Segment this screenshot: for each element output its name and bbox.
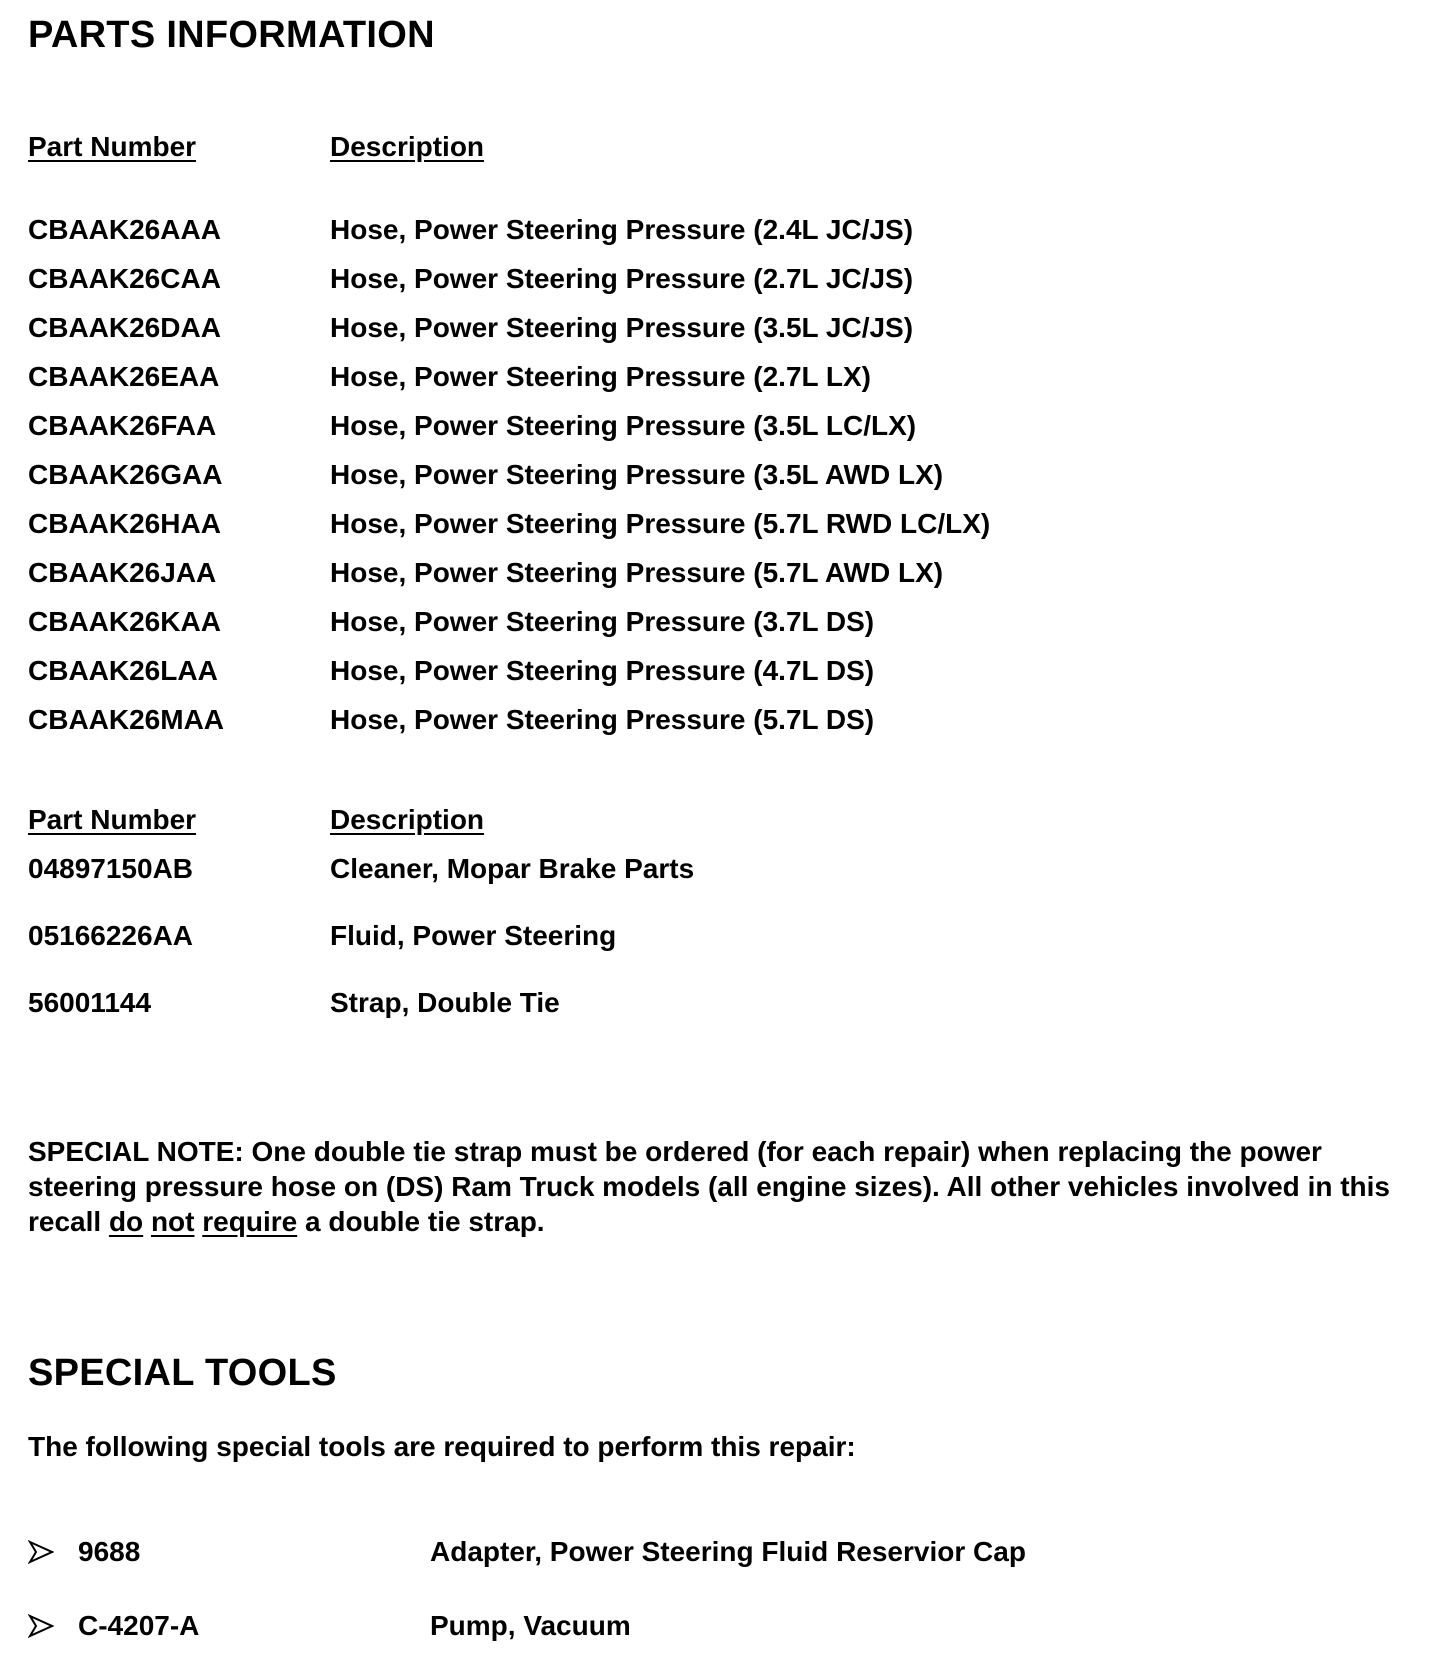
note-underlined-require: require bbox=[202, 1206, 298, 1237]
part-number: CBAAK26HAA bbox=[28, 508, 221, 539]
part-description: Strap, Double Tie bbox=[330, 987, 560, 1018]
part-number: 56001144 bbox=[28, 987, 152, 1018]
tool-number: 9688 bbox=[78, 1536, 141, 1567]
list-item bbox=[28, 1606, 1418, 1646]
table-row bbox=[28, 603, 1418, 641]
list-item bbox=[28, 1532, 1418, 1572]
special-tools-title: SPECIAL TOOLS bbox=[28, 1352, 337, 1394]
table-row bbox=[28, 701, 1418, 739]
table-row bbox=[28, 505, 1418, 543]
part-number: CBAAK26LAA bbox=[28, 655, 218, 686]
tool-description: Pump, Vacuum bbox=[430, 1610, 631, 1641]
part-number: CBAAK26AAA bbox=[28, 214, 221, 245]
supplies-table-header bbox=[28, 801, 1418, 839]
table-row bbox=[28, 211, 1418, 249]
part-description: Hose, Power Steering Pressure (3.5L LC/LX) bbox=[330, 410, 917, 441]
part-description: Hose, Power Steering Pressure (2.4L JC/JS) bbox=[330, 214, 914, 245]
part-description: Hose, Power Steering Pressure (5.7L RWD LC/LX) bbox=[330, 508, 991, 539]
header-part-number: Part Number bbox=[28, 131, 197, 162]
part-description: Hose, Power Steering Pressure (5.7L DS) bbox=[330, 704, 875, 735]
parts-information-title: PARTS INFORMATION bbox=[28, 14, 435, 56]
special-note-tail: a double tie strap. bbox=[297, 1206, 545, 1237]
tool-number: C-4207-A bbox=[78, 1610, 200, 1641]
table-row bbox=[28, 260, 1418, 298]
part-number: CBAAK26CAA bbox=[28, 263, 221, 294]
document-page bbox=[28, 0, 1418, 1654]
arrow-bullet-icon bbox=[28, 1540, 54, 1564]
header-description: Description bbox=[330, 131, 485, 162]
part-description: Cleaner, Mopar Brake Parts bbox=[330, 853, 695, 884]
part-description: Hose, Power Steering Pressure (4.7L DS) bbox=[330, 655, 875, 686]
header-description: Description bbox=[330, 804, 485, 835]
part-description: Hose, Power Steering Pressure (2.7L LX) bbox=[330, 361, 872, 392]
table-row bbox=[28, 358, 1418, 396]
part-description: Hose, Power Steering Pressure (2.7L JC/JS) bbox=[330, 263, 914, 294]
hose-table-header bbox=[28, 128, 1418, 166]
tool-description: Adapter, Power Steering Fluid Reservior Cap bbox=[430, 1536, 1026, 1567]
table-row bbox=[28, 917, 1418, 955]
header-part-number: Part Number bbox=[28, 804, 197, 835]
table-row bbox=[28, 850, 1418, 888]
part-description: Hose, Power Steering Pressure (5.7L AWD LX) bbox=[330, 557, 944, 588]
part-description: Fluid, Power Steering bbox=[330, 920, 617, 951]
part-number: CBAAK26FAA bbox=[28, 410, 217, 441]
table-row bbox=[28, 309, 1418, 347]
note-underlined-do: do bbox=[108, 1206, 144, 1237]
part-number: CBAAK26DAA bbox=[28, 312, 221, 343]
note-underlined-not: not bbox=[150, 1206, 195, 1237]
table-row bbox=[28, 554, 1418, 592]
part-number: 04897150AB bbox=[28, 853, 194, 884]
special-note-text: SPECIAL NOTE: One double tie strap must be ordered (for each repair) when replacing the power steering pressure hose on (DS) Ram Truck models (all engine sizes). All other vehicles involved in this recall bbox=[28, 1136, 1391, 1237]
part-number: CBAAK26JAA bbox=[28, 557, 217, 588]
part-number: CBAAK26GAA bbox=[28, 459, 223, 490]
part-description: Hose, Power Steering Pressure (3.5L AWD LX) bbox=[330, 459, 944, 490]
part-number: CBAAK26KAA bbox=[28, 606, 221, 637]
table-row bbox=[28, 407, 1418, 445]
part-number: CBAAK26EAA bbox=[28, 361, 220, 392]
table-row bbox=[28, 984, 1418, 1022]
part-description: Hose, Power Steering Pressure (3.7L DS) bbox=[330, 606, 875, 637]
arrow-bullet-icon bbox=[28, 1614, 54, 1638]
part-description: Hose, Power Steering Pressure (3.5L JC/JS) bbox=[330, 312, 914, 343]
table-row bbox=[28, 456, 1418, 494]
part-number: CBAAK26MAA bbox=[28, 704, 225, 735]
table-row bbox=[28, 652, 1418, 690]
part-number: 05166226AA bbox=[28, 920, 194, 951]
special-tools-intro: The following special tools are required to perform this repair: bbox=[28, 1431, 856, 1462]
special-note bbox=[28, 1134, 1418, 1239]
